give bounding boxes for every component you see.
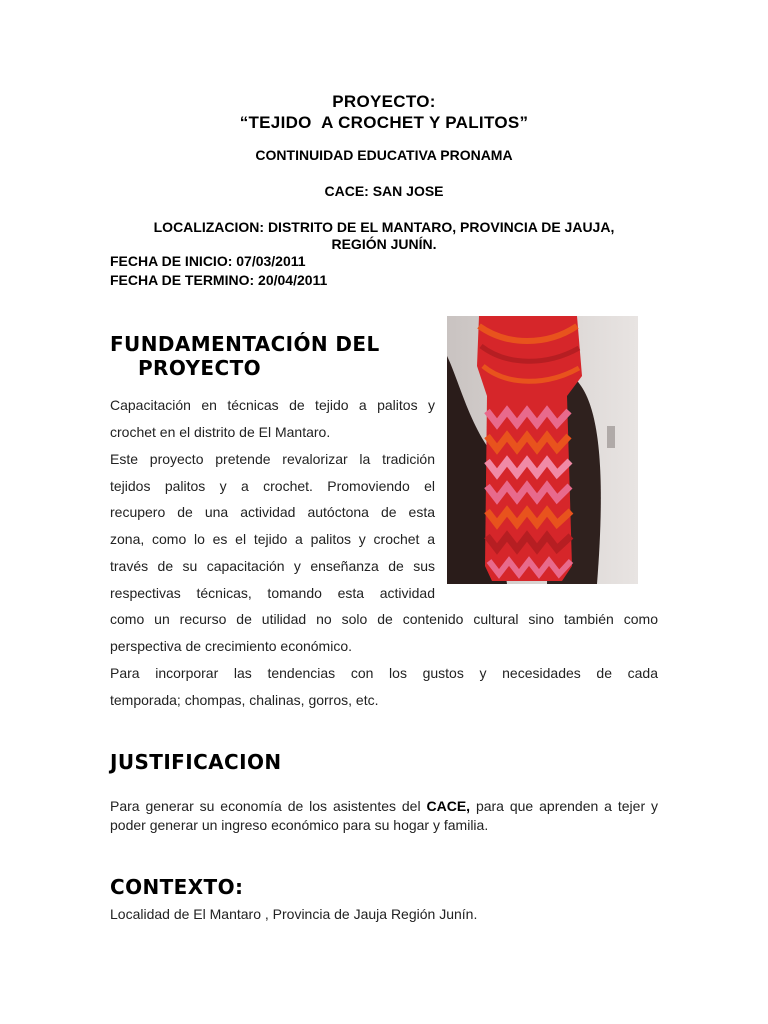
location-line-2: REGIÓN JUNÍN. xyxy=(331,236,437,252)
fundamentacion-line-8: respectivas técnicas, tomando esta actividad xyxy=(110,585,435,601)
justificacion-text-end: para que aprenden a tejer y poder generar un ingreso económico para su hogar y familia. xyxy=(110,798,659,833)
fundamentacion-line-10: perspectiva de crecimiento económico. xyxy=(110,638,353,654)
start-date: FECHA DE INICIO: 07/03/2011 xyxy=(110,253,306,269)
fundamentacion-line-3: Este proyecto pretende revalorizar la tradición xyxy=(110,451,435,467)
contexto-text: Localidad de El Mantaro , Provincia de Jauja Región Junín. xyxy=(110,906,478,922)
fundamentacion-heading-line-2: PROYECTO xyxy=(138,356,262,380)
fundamentacion-line-7: través de su capacitación y enseñanza de sus xyxy=(110,558,435,574)
contexto-heading: CONTEXTO: xyxy=(110,875,244,899)
fundamentacion-line-9: como un recurso de utilidad no solo de contenido cultural sino también como xyxy=(110,611,658,627)
fundamentacion-line-11: Para incorporar las tendencias con los gustos y necesidades de cada xyxy=(110,665,658,681)
justificacion-text-start: Para generar su economía de los asistentes del xyxy=(110,798,427,814)
justificacion-text-bold: CACE, xyxy=(426,798,471,814)
program-name: CONTINUIDAD EDUCATIVA PRONAMA xyxy=(255,147,513,163)
fundamentacion-line-2: crochet en el distrito de El Mantaro. xyxy=(110,424,331,440)
justificacion-paragraph xyxy=(110,797,658,835)
fundamentacion-line-1: Capacitación en técnicas de tejido a palitos y xyxy=(110,397,435,413)
justificacion-heading: JUSTIFICACION xyxy=(110,750,282,774)
end-date: FECHA DE TERMINO: 20/04/2011 xyxy=(110,272,328,288)
fundamentacion-heading-line-1: FUNDAMENTACIÓN DEL xyxy=(110,332,380,356)
location-line-1: LOCALIZACION: DISTRITO DE EL MANTARO, PROVINCIA DE JAUJA, xyxy=(153,219,615,235)
fundamentacion-line-6: zona, como lo es el tejido a palitos y crochet a xyxy=(110,531,435,547)
scarf-photo xyxy=(447,316,638,584)
fundamentacion-line-5: recupero de una actividad autóctona de esta xyxy=(110,504,435,520)
project-title: “TEJIDO A CROCHET Y PALITOS” xyxy=(239,113,529,132)
fundamentacion-line-12: temporada; chompas, chalinas, gorros, etc. xyxy=(110,692,379,708)
project-label: PROYECTO: xyxy=(332,92,436,111)
cace-name: CACE: SAN JOSE xyxy=(324,183,444,199)
fundamentacion-line-4: tejidos palitos y a crochet. Promoviendo el xyxy=(110,478,435,494)
